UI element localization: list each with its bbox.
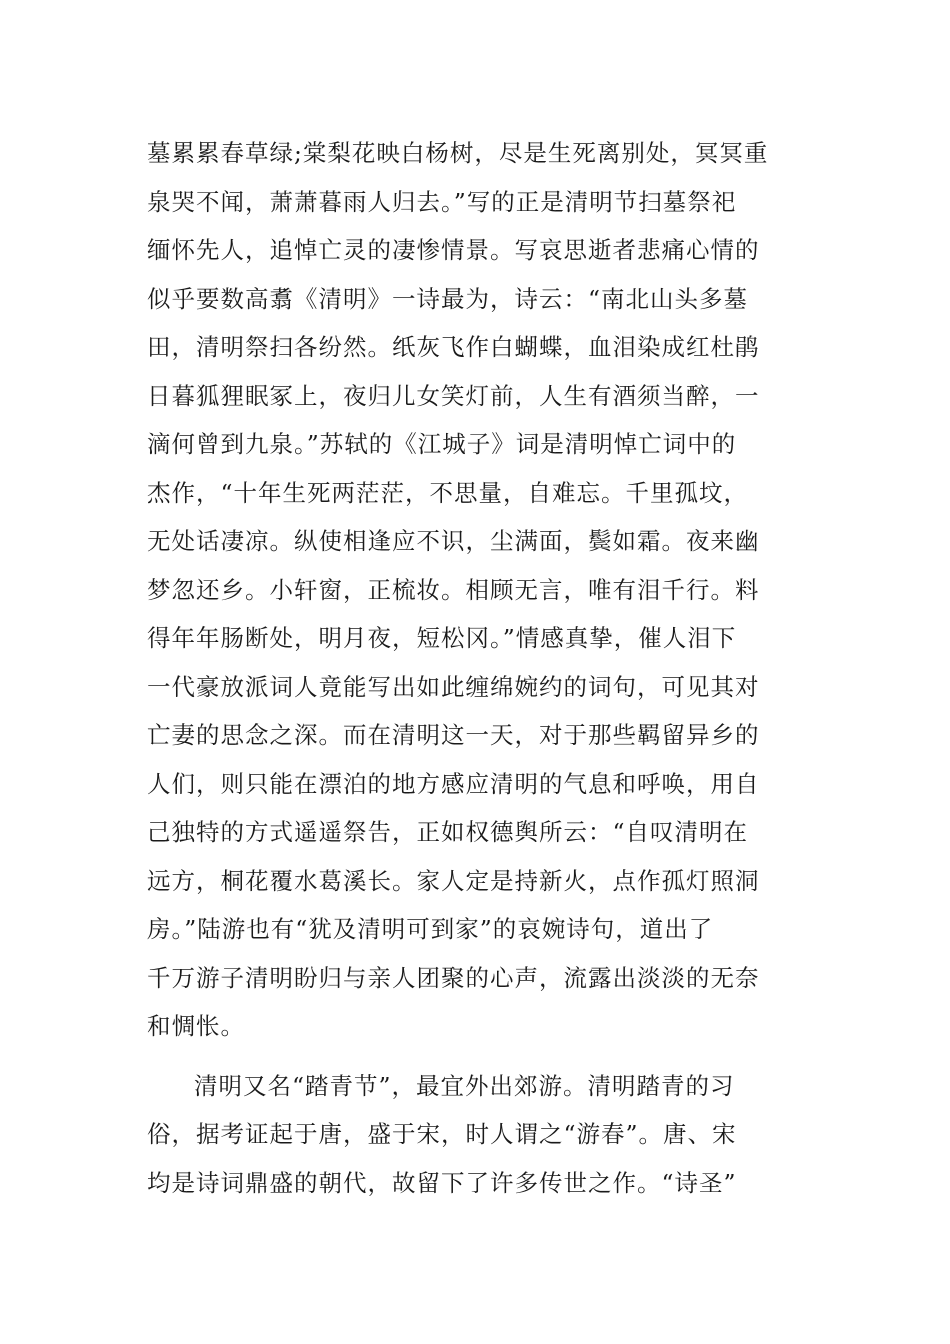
paragraph-1	[147, 129, 807, 1051]
text-line: 得年年肠断处，明月夜，短松冈。”情感真挚，催人泪下	[147, 624, 737, 652]
text-line: 房。”陆游也有“犹及清明可到家”的哀婉诗句，道出了	[147, 915, 714, 943]
text-line: 俗，据考证起于唐，盛于宋，时人谓之“游春”。唐、宋	[147, 1120, 737, 1148]
text-line: 己独特的方式遥遥祭告，正如权德舆所云：“自叹清明在	[147, 818, 749, 846]
text-line: 滴何曾到九泉。”苏轼的《江城子》词是清明悼亡词中的	[147, 430, 737, 458]
text-line: 亡妻的思念之深。而在清明这一天，对于那些羁留异乡的	[147, 721, 760, 749]
text-line: 梦忽还乡。小轩窗，正梳妆。相顾无言，唯有泪千行。料	[147, 575, 760, 604]
text-line: 杰作，“十年生死两茫茫，不思量，自难忘。千里孤坟，	[147, 478, 749, 507]
text-line: 均是诗词鼎盛的朝代，故留下了许多传世之作。“诗圣”	[147, 1168, 737, 1197]
text-line: 无处话凄凉。纵使相逢应不识，尘满面，鬓如霜。夜来幽	[147, 527, 760, 555]
paragraph-2	[147, 1062, 807, 1208]
text-line: 人们，则只能在漂泊的地方感应清明的气息和呼唤，用自	[147, 769, 760, 798]
text-line: 似乎要数高翥《清明》一诗最为，诗云：“南北山头多墓	[147, 284, 749, 313]
text-line: 千万游子清明盼归与亲人团聚的心声，流露出淡淡的无奈	[147, 963, 760, 992]
text-line: 一代豪放派词人竟能写出如此缠绵婉约的词句，可见其对	[147, 672, 760, 701]
text-line: 田，清明祭扫各纷然。纸灰飞作白蝴蝶，血泪染成红杜鹃	[147, 333, 760, 361]
text-line: 日暮狐狸眠冢上，夜归儿女笑灯前，人生有酒须当醉，一	[147, 381, 760, 410]
text-line: 和惆怅。	[147, 1012, 245, 1040]
text-line: 远方，桐花覆水葛溪长。家人定是持新火，点作孤灯照洞	[147, 866, 760, 895]
text-line: 清明又名“踏青节”，最宜外出郊游。清明踏青的习	[194, 1071, 735, 1100]
paragraph-spacer	[147, 1051, 807, 1062]
document-body	[147, 129, 807, 1207]
text-line: 泉哭不闻，萧萧暮雨人归去。”写的正是清明节扫墓祭祀	[147, 187, 737, 216]
text-line: 缅怀先人，追悼亡灵的凄惨情景。写哀思逝者悲痛心情的	[147, 236, 760, 264]
text-line: 墓累累春草绿;棠梨花映白杨树，尽是生死离别处，冥冥重	[147, 139, 769, 167]
